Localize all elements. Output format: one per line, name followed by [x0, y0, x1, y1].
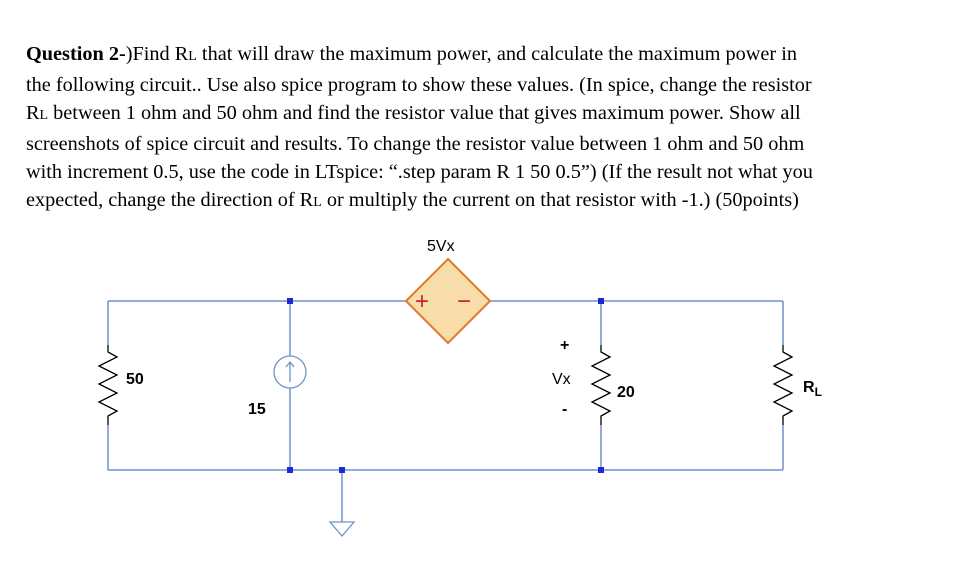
resistor-20 — [592, 345, 610, 425]
question-line-6: expected, change the direction of RL or multiply the current on that resistor with -1.) (50points) — [26, 189, 799, 211]
resistor-rl — [774, 345, 792, 425]
rl-label: $R_L$ — [803, 379, 822, 399]
vx-minus: - — [562, 401, 568, 418]
dep-source-plus: + — [415, 288, 430, 315]
question-line-5: with increment 0.5, use the code in LTspice: “.step param R 1 50 0.5”) (If the result not what you — [26, 161, 813, 183]
ground-icon — [330, 522, 354, 536]
dependent-voltage-source — [406, 259, 490, 343]
question-line-4: screenshots of spice circuit and results. To change the resistor value between 1 ohm and 50 ohm — [26, 133, 805, 155]
r1-label: 50 — [126, 371, 144, 388]
r2-label: 20 — [617, 384, 635, 401]
dep-source-minus: − — [457, 288, 472, 315]
vx-plus: + — [560, 337, 570, 354]
current-source — [274, 356, 306, 388]
question-line-1: Question 2-)Find RL that will draw the maximum power, and calculate the maximum power in — [26, 43, 797, 65]
question-number: Question 2- — [26, 43, 126, 65]
resistor-50 — [99, 345, 117, 425]
current-source-label: 15 — [248, 401, 266, 418]
vx-label: Vx — [552, 371, 571, 388]
dep-source-label: 5Vx — [427, 238, 455, 255]
question-line-2: the following circuit.. Use also spice program to show these values. (In spice, change the resistor — [26, 74, 812, 96]
question-line-3: RL between 1 ohm and 50 ohm and find the resistor value that gives maximum power. Show all — [26, 102, 801, 124]
